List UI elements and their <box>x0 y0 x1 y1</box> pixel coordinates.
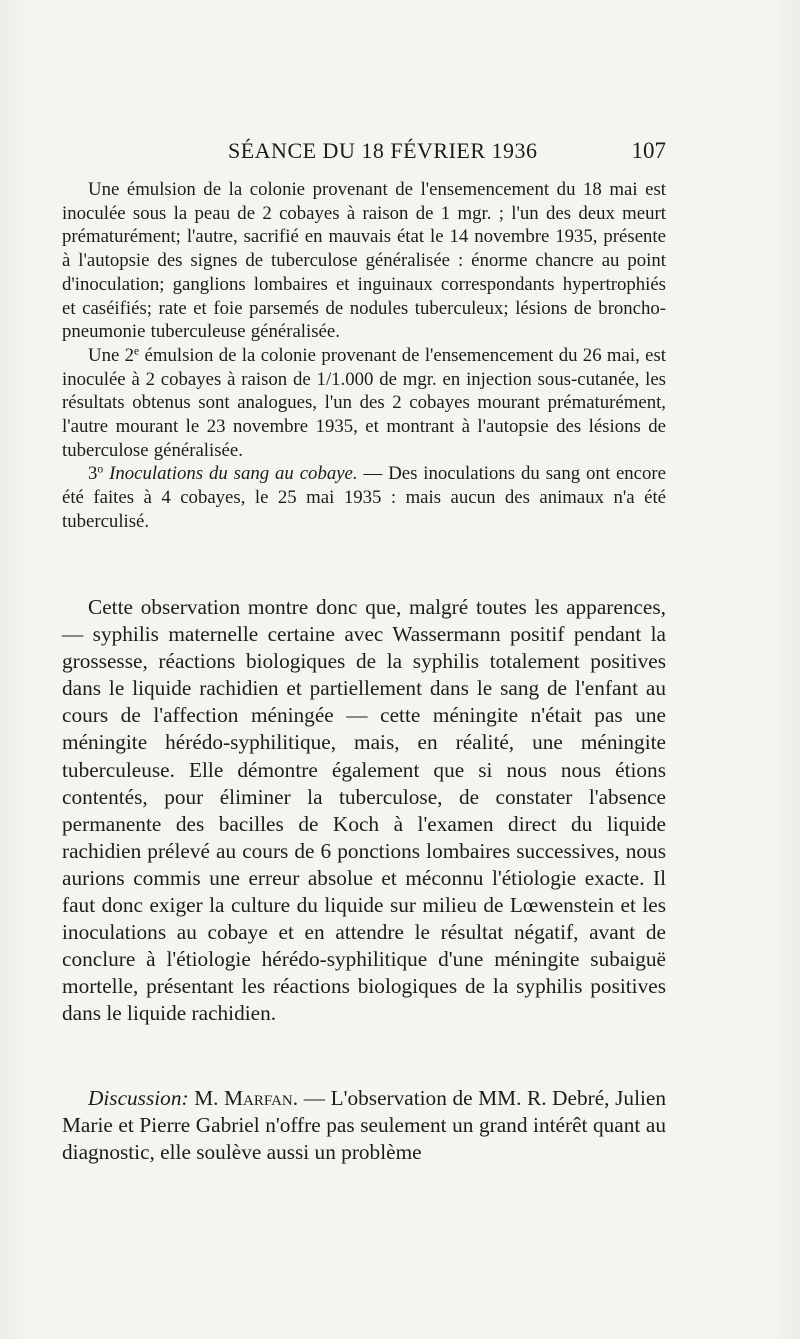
paragraph-first-emulsion: Une émulsion de la colonie provenant de l'ensemencement du 18 mai est inoculée sous la peau de 2 cobayes à raison de 1 mgr. ; l'un des deux meurt prématurément; l'autre, sacrifié en mauvais état le 14 novembre 1935, présente à l'autopsie des signes de tuberculose généralisée : énorme chancre au point d'inoculation; ganglions lombaires et inguinaux correspondants hypertrophiés et caséifiés; rate et foie parsemés de nodules tuberculeux; lésions de broncho-pneumonie tuberculeuse généralisée. <box>62 179 666 343</box>
section-number: 3 <box>88 463 98 485</box>
discussion-text: — L'observation de MM. R. Debré, Julien Marie et Pierre Gabriel n'offre pas seulement un grand intérêt quant au diagnostic, elle soulève aussi un problème <box>62 1086 667 1165</box>
paragraph-discussion <box>62 1085 666 1166</box>
discussion-section <box>62 1085 666 1166</box>
second-emulsion-lead: Une 2 <box>88 344 135 366</box>
discussion-label: Discussion: <box>88 1086 189 1110</box>
conclusion-section <box>62 594 666 1028</box>
section-heading: Inoculations du sang au cobaye. <box>109 463 358 485</box>
running-title: SÉANCE DU 18 FÉVRIER 1936 <box>228 138 538 163</box>
ordinal-superscript: e <box>134 344 140 358</box>
paragraph-conclusion: Cette observation montre donc que, malgré toutes les apparences, — syphilis maternelle certaine avec Wassermann positif pendant la grossesse, réactions biologiques de la syphilis totalement positives dans le liquide rachidien et partiellement dans le sang de l'enfant au cours de l'affection méningée — cette méningite n'était pas une méningite hérédo-syphilitique, mais, en réalité, une méningite tuberculeuse. Elle démontre également que si nous nous étions contentés, pour éliminer la tuberculose, de constater l'absence permanente des bacilles de Koch à l'examen direct du liquide rachidien prélevé au cours de 6 ponctions lombaires successives, nous aurions commis une erreur absolue et méconnu l'étiologie exacte. Il faut donc exiger la culture du liquide sur milieu de Lœwenstein et les inoculations au cobaye et en attendre le résultat négatif, avant de conclure à l'étiologie hérédo-syphilitique d'une méningite subaiguë mortelle, présentant les réactions biologiques de la syphilis positives dans le liquide rachidien. <box>62 595 666 1026</box>
blood-inoculations-text: — Des inoculations du sang ont encore été faites à 4 cobayes, le 25 mai 1935 : mais aucun des animaux n'a été tuberculisé. <box>62 463 666 532</box>
paragraph-second-emulsion <box>62 344 666 463</box>
page-number: 107 <box>631 138 666 163</box>
paragraph-blood-inoculations <box>62 462 666 533</box>
page-header <box>228 138 666 168</box>
experiment-section <box>62 178 666 534</box>
speaker-name: M. Marfan. <box>194 1086 299 1110</box>
second-emulsion-text: émulsion de la colonie provenant de l'ensemencement du 26 mai, est inoculée à 2 cobayes à raison de 1/1.000 de mgr. en injection sous-cutanée, les résultats obtenus sont analogues, l'un des 2 cobayes mourant prématurément, l'autre mourant le 23 novembre 1935, et montrant à l'autopsie des lésions de tuberculose généralisée. <box>62 344 666 461</box>
ordinal-superscript: o <box>97 463 104 477</box>
